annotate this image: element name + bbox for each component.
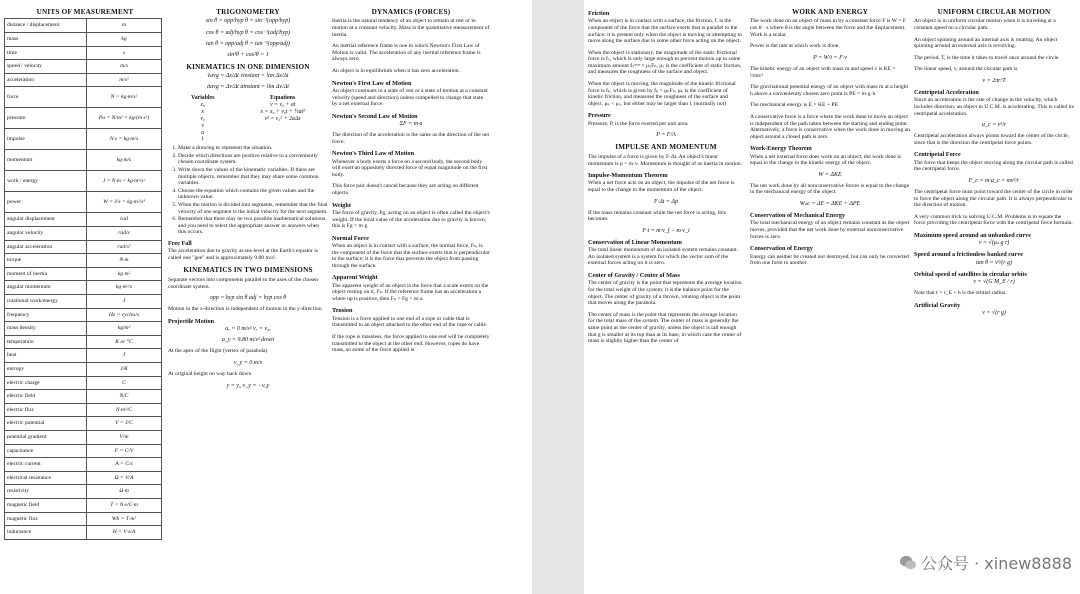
units-row bbox=[5, 281, 162, 295]
units-row bbox=[5, 46, 162, 60]
inertia-text: Inertia is the natural tendency of an object to remain at rest or in motion at a constant velocity. Mass is the quantitative measurement of inertia. bbox=[332, 18, 490, 38]
newton1-heading: Newton's First Law of Motion bbox=[332, 79, 412, 87]
apparent-weight-text: The apparent weight of an object is the force that a scale exerts on the object resting on it, Fₙ. If the reference frame has an acceleration a where up is positive, then Fₙ = Fg + m·a bbox=[332, 282, 489, 302]
center-of-gravity-text: The center of gravity is the point that represents the average location for the total weight of the system; it is the balance point for the object. The center of gravity of a thrown, rotating object is the point that moves along the parabola. bbox=[588, 280, 742, 307]
tension-text: Tension is a force applied to one end of a rope or cable that is transmitted to an object attached to the other end of the rope or cable. bbox=[332, 315, 488, 329]
units-quantity: mass bbox=[5, 33, 87, 47]
units-unit: C bbox=[87, 376, 162, 390]
kinematic-equation: v = v₀ + at bbox=[270, 102, 296, 109]
centripetal-accel-heading: Centripetal Acceleration bbox=[914, 89, 979, 97]
units-row bbox=[5, 60, 162, 74]
ucm-title: UNIFORM CIRCULAR MOTION bbox=[937, 8, 1051, 16]
conservation-energy-heading: Conservation of Energy bbox=[750, 245, 813, 253]
conservative-force-text: A conservative force is a force where the work done to move an object is independent of the path taken between the starting and ending point. Alternatively, a force is conservative when the work done in moving an object around a closed path is zero. bbox=[750, 113, 910, 140]
problem-step: 4. Choose the equation which contains the given values and the unknown value. bbox=[178, 188, 328, 201]
units-row bbox=[5, 192, 162, 213]
orbital-speed-heading: Orbital speed of satellites in circular orbits bbox=[914, 270, 1027, 278]
back-eq: y = y₀ v_y = −v₀y bbox=[226, 382, 270, 389]
newton3-heading: Newton's Third Law of Motion bbox=[332, 150, 415, 158]
units-unit: J bbox=[87, 295, 162, 309]
units-unit: T = N·s/C·m bbox=[87, 498, 162, 512]
kinematic-variable: x₀ bbox=[200, 102, 206, 109]
pressure-heading: Pressure bbox=[588, 112, 611, 120]
units-unit: Ω = V/A bbox=[87, 471, 162, 485]
units-quantity: force bbox=[5, 87, 87, 108]
units-row bbox=[5, 390, 162, 404]
units-row bbox=[5, 335, 162, 349]
newton1-text: An object continues in a state of rest or a state of motion at a constant velocity (speed and direction) unless compelled to change that state by a net external force. bbox=[332, 87, 488, 108]
units-unit: J = N·m = kg·m²/s² bbox=[87, 171, 162, 192]
problem-step: 1. Make a drawing to represent the situation. bbox=[178, 145, 328, 152]
units-unit: rad/s² bbox=[87, 240, 162, 254]
trig-tan: tan θ = opp/adj θ = tan⁻¹(opp/adj) bbox=[206, 40, 290, 47]
units-unit: Ω·m bbox=[87, 485, 162, 499]
dynamics-column bbox=[332, 6, 490, 594]
units-quantity: angular velocity bbox=[5, 227, 87, 241]
weight-text: The force of gravity, Fg, acting on an object is often called the object's weight. If the local value of the acceleration due to gravity is known, this is Fg = m·g bbox=[332, 209, 490, 230]
units-unit: J bbox=[87, 349, 162, 363]
units-quantity: distance / displacement bbox=[5, 19, 87, 33]
impulse-title: IMPULSE AND MOMENTUM bbox=[615, 143, 717, 152]
kinematic-variable: v bbox=[201, 122, 204, 129]
units-quantity: angular displacement bbox=[5, 213, 87, 227]
projectile-eq1: aₓ = 0 m/s² vₓ = v₀ₓ bbox=[225, 326, 271, 333]
apparent-weight-heading: Apparent Weight bbox=[332, 274, 378, 282]
friction-p3: When the object is moving, the magnitude of the kinetic frictional force is fₖ, which is given by fₖ = μₖFₙ, μₖ is the coefficient of kinetic friction, and measures the roughness of the surface and object. μₖ < μₛ, but either may be larger than 1 (normally not) bbox=[588, 81, 736, 107]
kin2d-components: opp = hyp sin θ adj = hyp cos θ bbox=[209, 295, 287, 302]
units-row bbox=[5, 512, 162, 526]
units-row bbox=[5, 308, 162, 322]
variables-heading: Variables bbox=[191, 95, 215, 102]
units-unit: s bbox=[87, 46, 162, 60]
orbital-radius-note: Note that r = r_E + h is the orbital radius. bbox=[914, 290, 1007, 297]
work-energy-title: WORK AND ENERGY bbox=[791, 8, 869, 16]
trig-sin: sin θ = opp/hyp θ = sin⁻¹(opp/hyp) bbox=[205, 18, 291, 25]
period-text: The period, T, is the time it takes to travel once around the circle. bbox=[914, 54, 1060, 61]
units-unit: K or °C bbox=[87, 335, 162, 349]
units-row bbox=[5, 458, 162, 472]
units-quantity: impulse bbox=[5, 129, 87, 150]
kinematic-variable: x bbox=[201, 109, 204, 116]
units-row bbox=[5, 498, 162, 512]
units-quantity: angular acceleration bbox=[5, 240, 87, 254]
units-quantity: moment of inertia bbox=[5, 267, 87, 281]
centripetal-force-eq: F_c = m·a_c = mv²/r bbox=[968, 177, 1020, 184]
kin2d-text: Motion in the x-direction is independent of motion in the y-direction. bbox=[168, 306, 323, 313]
units-unit: m/s bbox=[87, 60, 162, 74]
units-quantity: rotational work/energy bbox=[5, 295, 87, 309]
orbital-speed-eq: v = √(G M_E / r) bbox=[973, 279, 1015, 286]
units-row bbox=[5, 376, 162, 390]
units-row bbox=[5, 417, 162, 431]
trig-kinematics-column bbox=[168, 6, 328, 594]
units-row bbox=[5, 403, 162, 417]
centripetal-accel-eq: a_c = v²/r bbox=[981, 122, 1007, 129]
impulse-theorem-heading: Impulse-Momentum Theorem bbox=[588, 172, 668, 180]
problem-solving-steps bbox=[178, 145, 328, 236]
kinematic-variable: v₀ bbox=[200, 115, 206, 122]
units-unit: V/m bbox=[87, 430, 162, 444]
units-quantity: time bbox=[5, 46, 87, 60]
units-row bbox=[5, 150, 162, 171]
normal-text: When an object is in contact with a surface, the normal force, Fₙ, is the component of the force that the surface exerts that is perpendicular to the surface; it is the force that prevents the object from passing through the surface. bbox=[332, 243, 490, 269]
friction-p2: When the object is stationary, the magnitude of the static frictional force is fₛ, which is only large enough to prevent motion up to some maximum amount fₛᵐᵃˣ = μₛFₙ, μₛ is the coefficient of static friction, and measures the roughness of the surface and object. bbox=[588, 49, 742, 76]
left-page bbox=[0, 0, 532, 594]
units-quantity: frequency bbox=[5, 308, 87, 322]
kin2d-intro: Separate vectors into components parallel to the axes of the chosen coordinate system. bbox=[168, 276, 319, 290]
potential-energy-text: The gravitational potential energy of an object with mass m at a height h above a conveniently chosen zero point is PE = m·g·h bbox=[750, 84, 909, 97]
momentum-conservation-heading: Conservation of Linear Momentum bbox=[588, 238, 682, 246]
units-unit: Wb = T·m² bbox=[87, 512, 162, 526]
units-unit: F = C/V bbox=[87, 444, 162, 458]
units-row bbox=[5, 87, 162, 108]
artificial-gravity-heading: Artificial Gravity bbox=[914, 301, 961, 309]
center-of-mass-text: The center of mass is the point that represents the average location for the total mass of the system. The center of mass is generally the same point as the center of gravity, unless the object is tall enough that g is smaller at its top than at its base, in which case the center of mass is slightly higher than the center of bbox=[588, 311, 742, 345]
artificial-gravity-eq: v = √(r g) bbox=[982, 310, 1006, 317]
ucm-p1: An object is in uniform circular motion when it is traveling at a constant speed on a circular path. bbox=[914, 18, 1056, 32]
units-quantity: potential gradient bbox=[5, 430, 87, 444]
newton2-text: The direction of the acceleration is the same as the direction of the net force. bbox=[332, 132, 490, 145]
work-energy-theorem-text: When a net external force does work on an object, the work done is equal to the change in the kinetic energy of the object. bbox=[750, 153, 901, 167]
kin1d-acceleration: āavg = Δv/Δt ainstant = lim Δv/Δt bbox=[207, 84, 289, 91]
units-table bbox=[4, 18, 162, 539]
units-quantity: temperature bbox=[5, 335, 87, 349]
work-energy-column bbox=[750, 6, 910, 594]
units-quantity: electric field bbox=[5, 390, 87, 404]
ucm-p2: An object spinning around an internal axis is rotating. An object spinning around an external axis is revolving. bbox=[914, 36, 1058, 50]
units-quantity: electric potential bbox=[5, 417, 87, 431]
conservation-mech-energy-text: The total mechanical energy of an object remains constant as the object moves, provided that the net work done by external nonconservative forces is zero. bbox=[750, 220, 910, 240]
units-title: UNITS OF MEASUREMENT bbox=[36, 8, 134, 16]
units-column bbox=[4, 6, 166, 594]
friction-heading: Friction bbox=[588, 10, 610, 17]
circular-motion-column bbox=[914, 6, 1074, 594]
work-energy-theorem-heading: Work-Energy Theorem bbox=[750, 145, 812, 153]
friction-p1: When an object is in contact with a surface, the friction, f, is the component of the force that the surface exerts that is parallel to the surface; it is present only when the object is moving or attempting to move along the surface due to some other force acting on the object. bbox=[588, 18, 742, 45]
units-unit: N·m²/C bbox=[87, 403, 162, 417]
linear-speed-text: The linear speed, v, around the circular path is bbox=[914, 66, 1018, 73]
units-row bbox=[5, 485, 162, 499]
units-row bbox=[5, 73, 162, 87]
wechat-icon bbox=[899, 555, 917, 571]
units-unit: kg·m²/s bbox=[87, 281, 162, 295]
centripetal-force-text-2: The centripetal force must point toward the center of the circle in order to force the object along the circular path. It is always perpendicular to the direction of motion. bbox=[914, 189, 1074, 209]
problem-step: 6. Remember that there may be two possible mathematical solutions, and you need to select the appropriate answer or answers when this occurs. bbox=[178, 216, 328, 236]
nonconservative-text: The net work done by all nonconservative forces is equal to the change in the mechanical energy of the object. bbox=[750, 182, 910, 196]
units-quantity: angular momentum bbox=[5, 281, 87, 295]
problem-step: 5. When the motion is divided into segments, remember that the final velocity of one segment is the initial velocity for the next segment. bbox=[178, 202, 328, 215]
units-row bbox=[5, 526, 162, 540]
units-unit: N/C bbox=[87, 390, 162, 404]
units-unit: kg·m/s bbox=[87, 150, 162, 171]
trig-identity: sin²θ + cos²θ = 1 bbox=[227, 51, 269, 58]
power-eq: P = W/t = F·v bbox=[813, 54, 847, 61]
impulse-theorem-text-2: If the mass remains constant while the net force is acting, this becomes bbox=[588, 209, 726, 223]
units-unit: kg bbox=[87, 33, 162, 47]
impulse-theorem-eq-2: F·t = m·v_f − m·v_i bbox=[642, 227, 690, 234]
kinematic-variable: a bbox=[201, 129, 205, 136]
units-row bbox=[5, 349, 162, 363]
tension-heading: Tension bbox=[332, 307, 353, 315]
units-quantity: capacitance bbox=[5, 444, 87, 458]
units-row bbox=[5, 322, 162, 336]
work-text: The work done on an object of mass m by a constant force F is W = F cos θ · s where θ is the angle between the force and the displacement. Work is a scalar. bbox=[750, 18, 906, 38]
units-unit: kg·m² bbox=[87, 267, 162, 281]
units-unit: H = V·s/A bbox=[87, 526, 162, 540]
kin1d-variables-equations bbox=[168, 95, 328, 143]
units-row bbox=[5, 444, 162, 458]
units-row bbox=[5, 19, 162, 33]
normal-heading: Normal Force bbox=[332, 234, 369, 242]
kinematic-equation: x = x₀ + v₀t + ½at² bbox=[260, 109, 305, 116]
unbanked-curve-eq: v = √(μₛ g r) bbox=[978, 240, 1010, 247]
kinematic-variable: t bbox=[201, 136, 204, 143]
units-quantity: electric flux bbox=[5, 403, 87, 417]
banked-curve-heading: Speed around a frictionless banked curve bbox=[914, 251, 1024, 259]
units-row bbox=[5, 471, 162, 485]
ucm-trick-text: A very common trick to solving U.C.M. Problems is to equate the force providing the centripetal force with the centripetal force formula. bbox=[914, 213, 1073, 227]
weight-heading: Weight bbox=[332, 201, 351, 209]
units-unit: m/s² bbox=[87, 73, 162, 87]
pressure-text: Pressure, P, is the force exerted per unit area. bbox=[588, 120, 689, 127]
units-row bbox=[5, 227, 162, 241]
dynamics-title: DYNAMICS (FORCES) bbox=[371, 8, 451, 16]
frame-text: An inertial reference frame is one in which Newton's First Law of Motion is valid. The acceleration of any inertial reference frame is always zero. bbox=[332, 43, 481, 63]
centripetal-force-text: The force that keeps the object moving along the circular path is called the centripetal force. bbox=[914, 159, 1073, 173]
units-unit: A = C/s bbox=[87, 458, 162, 472]
pressure-eq: P = F/A bbox=[656, 132, 676, 139]
units-row bbox=[5, 213, 162, 227]
units-row bbox=[5, 240, 162, 254]
freefall-heading: Free Fall bbox=[168, 239, 192, 247]
units-row bbox=[5, 254, 162, 268]
units-unit: m bbox=[87, 19, 162, 33]
units-quantity: magnetic flux bbox=[5, 512, 87, 526]
units-quantity: torque bbox=[5, 254, 87, 268]
units-row bbox=[5, 33, 162, 47]
units-unit: N·m bbox=[87, 254, 162, 268]
units-row bbox=[5, 362, 162, 376]
units-unit: J/K bbox=[87, 362, 162, 376]
units-quantity: electric charge bbox=[5, 376, 87, 390]
watermark bbox=[899, 551, 1072, 574]
units-row bbox=[5, 108, 162, 129]
units-row bbox=[5, 171, 162, 192]
tension-text-2: If the rope is massless, the force applied to one end will be completely transmitted to the object at the other end. However, ropes do have mass, so some of the force applied is bbox=[332, 333, 490, 354]
units-unit: rad bbox=[87, 213, 162, 227]
newton3-note: This force pair doesn't cancel because they are acting on different objects. bbox=[332, 183, 479, 196]
units-row bbox=[5, 129, 162, 150]
units-quantity: work / energy bbox=[5, 171, 87, 192]
conservation-energy-text: Energy can neither be created nor destroyed, but can only be converted from one form to another. bbox=[750, 253, 909, 267]
units-unit: W = J/s = kg·m²/s³ bbox=[87, 192, 162, 213]
nonconservative-eq: Wₙc = ΔE = ΔKE + ΔPE bbox=[799, 201, 861, 208]
back-text: At original height on way back down bbox=[168, 370, 252, 377]
projectile-heading: Projectile Motion bbox=[168, 317, 215, 325]
units-unit: kg/m³ bbox=[87, 322, 162, 336]
kinetic-energy-text: The kinetic energy of an object with mass m and speed v is KE = ½mv² bbox=[750, 65, 896, 79]
kinematic-equation: v² = v₀² + 2aΔx bbox=[264, 115, 301, 122]
units-quantity: pressure bbox=[5, 108, 87, 129]
center-of-gravity-heading: Center of Gravity / Center of Mass bbox=[588, 272, 680, 280]
banked-curve-eq: tan θ = v²/(r g) bbox=[975, 259, 1013, 266]
apex-text: At the apex of the flight (vertex of parabola) bbox=[168, 348, 268, 355]
problem-step: 3. Write down the values of the kinematic variables. If there are multiple objects, remember that they may share some common variables. bbox=[178, 167, 328, 187]
impulse-theorem-text: When a net force acts on an object, the impulse of the net force is equal to the change in the momentum of the object. bbox=[588, 180, 735, 193]
momentum-conservation-text: The total linear momentum of an isolated system remains constant. An isolated system is a system for which the vector sum of the external forces acting on it is zero. bbox=[588, 247, 739, 267]
apex-eq: v_y = 0 m/s bbox=[233, 359, 263, 366]
projectile-eq2: a_y = 9.80 m/s² down bbox=[221, 337, 275, 344]
units-unit: N = kg·m/s² bbox=[87, 87, 162, 108]
units-quantity: momentum bbox=[5, 150, 87, 171]
newton2-heading: Newton's Second Law of Motion bbox=[332, 112, 418, 120]
trig-title: TRIGONOMETRY bbox=[216, 8, 280, 16]
kin1d-velocity: v̄avg = Δx/Δt vinstant = lim Δx/Δt bbox=[207, 73, 289, 80]
problem-step: 2. Decide which directions are positive relative to a conveniently chosen coordinate system. bbox=[178, 153, 328, 166]
units-quantity: entropy bbox=[5, 362, 87, 376]
freefall-text: The acceleration due to gravity at sea-level at the Earth's equator is called one "gee" and is approximately 9.80 m/s². bbox=[168, 248, 318, 261]
units-unit: rad/s bbox=[87, 227, 162, 241]
watermark-text: 公众号 · xinew8888 bbox=[921, 554, 1072, 573]
units-row bbox=[5, 267, 162, 281]
centripetal-accel-text-2: Centripetal acceleration always points toward the center of the circle, since that is the direction the centripetal force points. bbox=[914, 133, 1070, 146]
units-quantity: resistivity bbox=[5, 485, 87, 499]
impulse-theorem-eq: F·Δt = Δp bbox=[654, 198, 678, 205]
units-quantity: inductance bbox=[5, 526, 87, 540]
units-unit: Hz = cycles/s bbox=[87, 308, 162, 322]
kin1d-title: KINEMATICS IN ONE DIMENSION bbox=[186, 62, 310, 71]
equations-heading: Equations bbox=[270, 95, 296, 102]
centripetal-accel-text: Since an acceleration is the rate of change in the velocity, which includes direction, an object in U.C.M. is accelerating. This is called its centripetal acceleration. bbox=[914, 97, 1074, 117]
units-quantity: acceleration bbox=[5, 73, 87, 87]
work-energy-theorem-eq: W = ΔKE bbox=[818, 171, 842, 178]
units-quantity: speed / velocity bbox=[5, 60, 87, 74]
units-unit: N·s = kg·m/s bbox=[87, 129, 162, 150]
newton3-text: Whenever a body exerts a force on a second body, the second body will exert an oppositely directed force of equal magnitude on the first body. bbox=[332, 158, 488, 178]
trig-cos: cos θ = adj/hyp θ = cos⁻¹(adj/hyp) bbox=[206, 29, 290, 36]
power-text: Power is the rate at which work is done. bbox=[750, 43, 840, 50]
conservation-mech-energy-heading: Conservation of Mechanical Energy bbox=[750, 212, 846, 220]
units-quantity: electric current bbox=[5, 458, 87, 472]
impulse-p1: The impulse of a force is given by F·Δt. An object's linear momentum is p = m·v. Momentum is thought of as inertia in motion. bbox=[588, 153, 743, 167]
right-page bbox=[584, 0, 1080, 594]
units-quantity: mass density bbox=[5, 322, 87, 336]
equilibrium-text: An object is in equilibrium when it has zero acceleration. bbox=[332, 68, 460, 75]
unbanked-curve-heading: Maximum speed around an unbanked curve bbox=[914, 232, 1031, 240]
units-quantity: power bbox=[5, 192, 87, 213]
newton2-eq: ΣF = m·a bbox=[399, 121, 423, 128]
mechanical-energy-text: The mechanical energy is E = KE + PE bbox=[750, 102, 838, 109]
units-row bbox=[5, 430, 162, 444]
linear-speed-eq: v = 2πr/T bbox=[982, 78, 1006, 85]
units-unit: V = J/C bbox=[87, 417, 162, 431]
centripetal-force-heading: Centripetal Force bbox=[914, 151, 961, 159]
units-row bbox=[5, 295, 162, 309]
units-quantity: electrical resistance bbox=[5, 471, 87, 485]
friction-impulse-column bbox=[588, 6, 744, 594]
units-unit: Pa = N/m² = kg/(m·s²) bbox=[87, 108, 162, 129]
kin2d-title: KINEMATICS IN TWO DIMENSIONS bbox=[183, 266, 313, 275]
units-quantity: magnetic field bbox=[5, 498, 87, 512]
units-quantity: heat bbox=[5, 349, 87, 363]
